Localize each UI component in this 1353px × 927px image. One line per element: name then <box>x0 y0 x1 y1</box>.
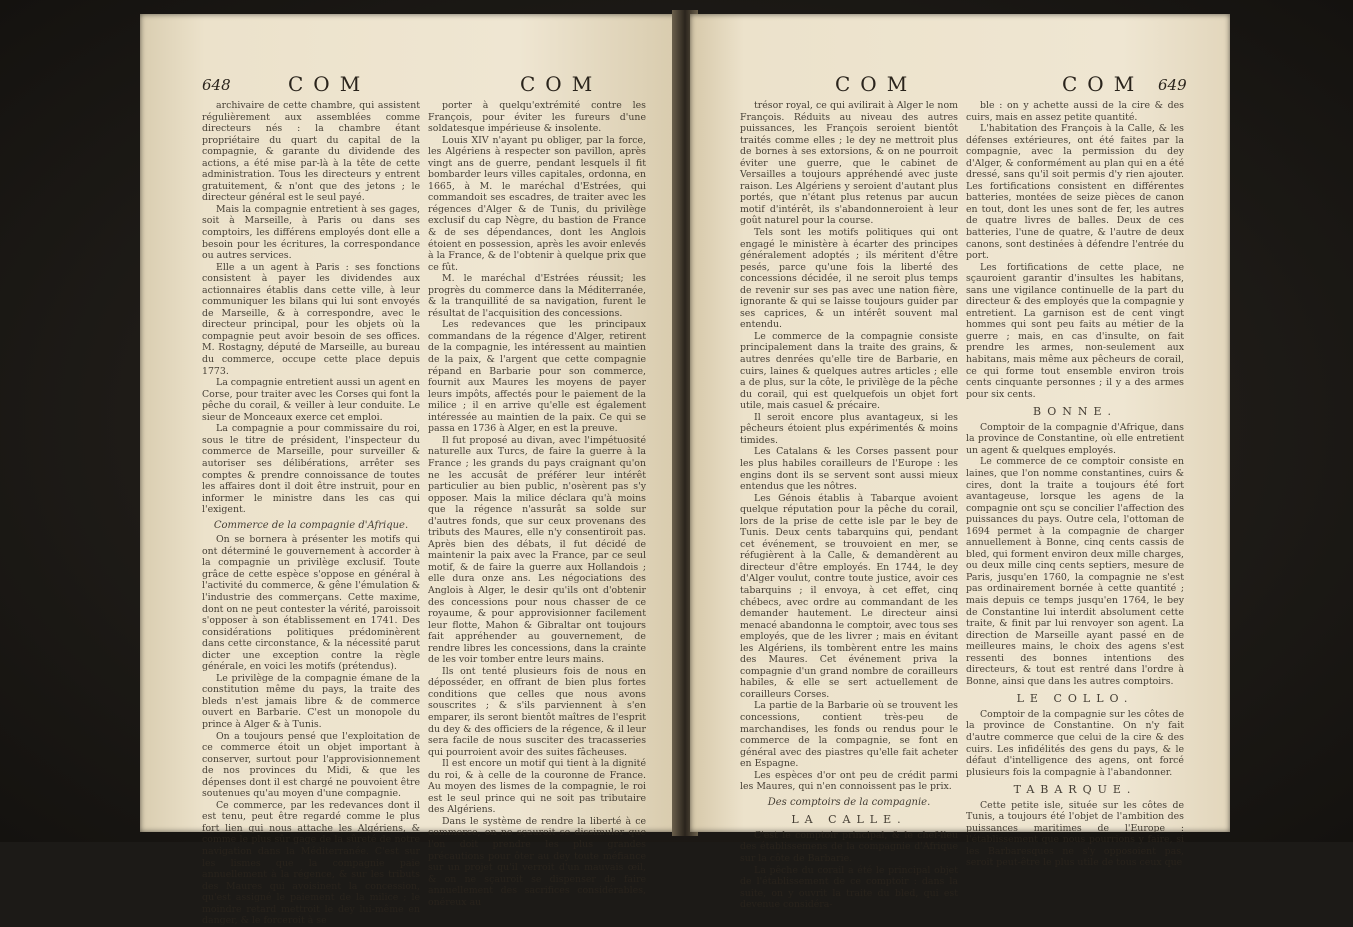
text-column <box>202 100 421 927</box>
page-number: 648 <box>202 76 231 94</box>
paragraph: Louis XIV n'ayant pu obliger, par la force, les Algériens à respecter son pavillon, après vingt ans de guerre, pendant lesquels il fit bombarder leurs villes capitales, ordonna, en 1665, à M. le maréchal d'Estrées, qui commandoit ses escadres, de traiter avec les régences d'Alger & de Tunis, du privilège exclusif du cap Nègre, du bastion de France & de ses dépendances, dont les Anglois étoient en possession, après les avoir enlevés à la France, & de l'obtenir à quelque prix que ce fût. <box>428 134 646 273</box>
paragraph: Il est encore un motif qui tient à la dignité du roi, & à celle de la couronne de France. Au moyen des lismes de la compagnie, le roi est le seul prince qui ne soit pas tributaire des Algériens. <box>428 758 646 816</box>
paragraph: Comptoir de la compagnie sur les côtes de la province de Constantine. On n'y fait d'autre commerce que celui de la cire & des cuirs. Les infidélités des gens du pays, & le défaut d'intelligence des agens, ont forcé plusieurs fois la compagnie à l'abandonner. <box>966 708 1184 778</box>
text-column <box>966 100 1184 869</box>
paragraph: Les espèces d'or ont peu de crédit parmi les Maures, qui n'en connoissent pas le prix. <box>740 769 958 793</box>
paragraph: La compagnie entretient aussi un agent en Corse, pour traiter avec les Corses qui font la pêche du corail, & veiller à leur conduite. Le sieur de Monceaux exerce cet emploi. <box>202 377 421 423</box>
paragraph: La compagnie a pour commissaire du roi, sous le titre de président, l'inspecteur du commerce de Marseille, pour surveiller & autoriser ses délibérations, arrêter ses comptes & prendre connoissance de toutes les affaires dont il doit être instruit, pour en informer le ministre dans les cas qui l'exigent. <box>202 423 420 516</box>
paragraph: porter à quelqu'extrémité contre les François, pour éviter les fureurs d'une soldatesque impérieuse & insolente. <box>428 100 646 135</box>
paragraph: C'est le comptoir principal, & le chef-lieu des établissemens de la compagnie d'Afrique sur la côte de Barbarie. <box>740 829 958 864</box>
paragraph: La partie de la Barbarie où se trouvent les concessions, contient très-peu de marchandises, les fonds ou rendus pour le commerce de la compagnie, se font en général avec des piastres qu'elle fait acheter en Espagne. <box>740 700 958 770</box>
text-column <box>740 100 958 911</box>
paragraph: Il fut proposé au divan, avec l'impétuosité naturelle aux Turcs, de faire la guerre à la France ; les grands du pays craignant qu'on ne les accusât de préférer leur intérêt particulier au bien public, n'osèrent pas s'y opposer. Mais la milice déclara qu'à moins que la régence n'assurât sa solde sur d'autres fonds, que sur ceux provenans des tributs des Maures, elle n'y consentiroit pas. Après bien des débats, il fut décidé de maintenir la paix avec la France, par ce seul motif, & de faire la guerre aux Hollandois ; elle dura onze ans. Les négociations des Anglois à Alger, le desir qu'ils ont d'obtenir des concessions pour nous chasser de ce royaume, & pour approvisionner facilement leur flotte, Mahon & Gibraltar ont toujours fait appréhender au gouvernement, de rendre libres les concessions, dans la crainte de les voir tomber entre leurs mains. <box>428 434 646 666</box>
section-heading: TABARQUE. <box>1013 783 1137 797</box>
running-head: COM <box>520 72 603 96</box>
running-head: COM <box>288 72 371 96</box>
section-heading: Commerce de la compagnie d'Afrique. <box>213 519 409 531</box>
paragraph: trésor royal, ce qui avilirait à Alger le nom François. Réduits au niveau des autres puissances, les François seroient bientôt traités comme elles ; le dey ne mettroit plus de bornes à ses extorsions, & on ne pourroit éviter une guerre, que le cabinet de Versailles a toujours appréhendé avec juste raison. Les Algériens y seroient d'autant plus portés, que n'étant plus retenus par aucun motif d'intérêt, ils s'abandonneroient à leur goût naturel pour la course. <box>740 100 958 227</box>
paragraph: Le commerce de ce comptoir consiste en laines, que l'on nomme constantines, cuirs & cires, dont la traite a toujours été fort avantageuse, lorsque les agens de la compagnie ont sçu se concilier l'affection des puissances du pays. Outre cela, l'ottoman de 1694 permet à la compagnie de charger annuellement à Bonne, cinq cents cassis de bled, qui forment environ deux mille charges, ou deux mille cinq cents septiers, mesure de Paris, jusqu'en 1760, la compagnie ne s'est pas ordinairement bornée à cette quantité ; mais depuis ce temps jusqu'en 1764, le bey de Constantine lui interdit absolument cette traite, & finit par lui renvoyer son agent. La direction de Marseille ayant passé en de meilleures mains, le choix des agens s'est ressenti des bonnes intentions des directeurs, & tout est rentré dans l'ordre à Bonne, ainsi que dans les autres comptoirs. <box>966 456 1184 687</box>
paragraph: Le commerce de la compagnie consiste principalement dans la traite des grains, & autres denrées qu'elle tire de Barbarie, en cuirs, laines & quelques autres articles ; elle a de plus, sur la côte, le privilège de la pêche du corail, qui est quelquefois un objet fort utile, mais casuel & précaire. <box>740 330 958 412</box>
section-heading: LE COLLO. <box>1016 692 1134 706</box>
paragraph: Ils ont tenté plusieurs fois de nous en déposséder, en offrant de bien plus fortes conditions que celles que nous avons souscrites ; & s'ils parviennent à s'en emparer, ils seront bientôt maîtres de l'esprit du dey & des officiers de la régence, & il leur sera facile de nous susciter des tracasseries qui pourroient avoir des suites fâcheuses. <box>428 665 646 758</box>
paragraph: Dans le système de rendre la liberté à ce commerce, on ne sçauroit se dissimuler que l'on doit prendre les plus grandes précautions pour ôter au dey toute méfiance sur un projet qu'il verroit d'un mauvais œil, & on ne sçauroit se dispenser de faire annuellement des sacrifices considérables, onéreux au <box>428 815 646 908</box>
paragraph: Les fortifications de cette place, ne sçauroient garantir d'insultes les habitans, sans une vigilance continuelle de la part du directeur & des employés que la compagnie y entretient. La garnison est de cent vingt hommes qui sont peu faits au métier de la guerre ; mais, en cas d'insulte, on fait prendre les armes, non-seulement aux habitans, mais même aux pêcheurs de corail, ce qui forme tout ensemble environ trois cents cinquante personnes ; il y a des armes pour six cents. <box>966 261 1184 400</box>
right-page <box>690 14 1230 911</box>
paragraph: archivaire de cette chambre, qui assistent régulièrement aux assemblées comme directeurs nés : la chambre étant propriétaire du quart du capital de la compagnie, & garante du dividende des actions, a été mise par-là à la tête de cette administration. Tous les directeurs y entrent gratuitement, & n'ont que des jetons ; le directeur général est le seul payé. <box>202 100 420 204</box>
running-head: COM <box>1062 72 1145 96</box>
paragraph: M. le maréchal d'Estrées réussit; les progrès du commerce dans la Méditerranée, & la tranquillité de sa navigation, furent le résultat de l'acquisition des concessions. <box>428 273 646 319</box>
paragraph: Mais la compagnie entretient à ses gages, soit à Marseille, à Paris ou dans ses comptoirs, les différens employés dont elle a besoin pour les écritures, la correspondance ou autres services. <box>202 203 420 262</box>
section-heading: BONNE. <box>1032 405 1118 419</box>
section-heading: LA CALLE. <box>791 813 907 827</box>
paragraph: Comptoir de la compagnie d'Afrique, dans la province de Constantine, où elle entretient un agent & quelques employés. <box>966 421 1184 456</box>
paragraph: La pêche du corail a été le principal objet de l'établissement de ce comptoir : dans la suite, on y ouvrit la traite du bled, qui est devenue considéra- <box>740 864 958 911</box>
paragraph: Les Catalans & les Corses passent pour les plus habiles corailleurs de l'Europe : les engins dont ils se servent sont aussi mieux entendus que les nôtres. <box>740 446 958 493</box>
running-head: COM <box>835 72 918 96</box>
paragraph: Les Génois établis à Tabarque avoient quelque réputation pour la pêche du corail, lors de la prise de cette isle par le bey de Tunis. Deux cents tabarquins qui, pendant cet événement, se trouvoient en mer, se réfugièrent à la Calle, & demandèrent au directeur d'être employés. En 1744, le dey d'Alger voulut, contre toute justice, avoir ces tabarquins ; il envoya, à cet effet, cinq chébecs, avec ordre au commandant de les demander hautement. Le directeur ainsi menacé abandonna le comptoir, avec tous ses employés, que de les livrer ; mais en évitant les Algériens, ils tombèrent entre les mains des Maures. Cet événement priva la compagnie d'un grand nombre de corailleurs habiles, & elle se sert actuellement de corailleurs Corses. <box>740 492 958 700</box>
paragraph: Le privilège de la compagnie émane de la constitution même du pays, la traite des bleds n'est jamais libre & de commerce ouvert en Barbarie. C'est un monopole du prince à Alger & à Tunis. <box>202 672 420 730</box>
paragraph: Ce commerce, par les redevances dont il est tenu, peut être regardé comme le plus fort lien qui nous attache les Algériens, & comme le plus sûr gage de la sûreté de notre navigation dans la Méditerranée. C'est sur les lismes que la compagnie paie annuellement à la régence, & sur les tributs des Maures qui avoisinent la concession, qu'est assigné le paiement de la milice ; le moindre retard mettroit le dey lui-même en danger, & le forceroit à se <box>202 799 420 927</box>
paragraph: L'habitation des François à la Calle, & les défenses extérieures, ont été faites par la compagnie, avec la permission du dey d'Alger, & conformément au plan qui en a été dressé, sans qu'il soit permis d'y rien ajouter. Les fortifications consistent en différentes batteries, montées de seize pièces de canon en tout, dont les unes sont de fer, les autres de quatre livres de balles. Deux de ces batteries, l'une de quatre, & l'autre de deux canons, sont destinées à défendre l'entrée du port. <box>966 123 1184 262</box>
text-column <box>428 100 646 908</box>
paragraph: ble : on y achette aussi de la cire & des cuirs, mais en assez petite quantité. <box>966 100 1184 123</box>
paragraph: Elle a un agent à Paris : ses fonctions consistent à payer les dividendes aux actionnaires établis dans cette ville, à leur communiquer les bilans qui lui sont envoyés de Marseille, & à correspondre, avec le directeur principal, pour les objets où la compagnie peut avoir besoin de ses offices. M. Rostagny, député de Marseille, au bureau du commerce, occupe cette place depuis 1773. <box>202 261 420 377</box>
paragraph: Tels sont les motifs politiques qui ont engagé le ministère à écarter des principes généralement adoptés ; ils méritent d'être pesés, parce qu'une fois la liberté des concessions décidée, il ne seroit plus temps de revenir sur ses pas avec une nation fière, ignorante & qui se laisse toujours guider par ses caprices, & un intérêt souvent mal entendu. <box>740 227 958 331</box>
paragraph: On se bornera à présenter les motifs qui ont déterminé le gouvernement à accorder à la compagnie un privilège exclusif. Toute grâce de cette espèce s'oppose en général à l'activité du commerce, & gêne l'émulation & l'industrie des commerçans. Cette maxime, dont on ne peut contester la vérité, paroissoit s'opposer à son établissement en 1741. Des considérations politiques prédominèrent dans cette circonstance, & la nécessité parut dicter une exception contre la règle générale, en voici les motifs (prétendus). <box>202 534 420 673</box>
paragraph: Cette petite isle, située sur les côtes de Tunis, a toujours été l'objet de l'ambition des puissances maritimes de l'Europe : l'établissement que nous pourrions y faire, si les Barbaresques ne s'y opposoient pas, seroit peut-être le plus utile de tous ceux que <box>966 799 1184 869</box>
paragraph: On a toujours pensé que l'exploitation de ce commerce étoit un objet important à conserver, surtout pour l'approvisionnement de nos provinces du Midi, & que les dépenses dont il est chargé ne pouvoient être soutenues qu'au moyen d'une compagnie. <box>202 730 420 800</box>
paragraph: Les redevances que les principaux commandans de la régence d'Alger, retirent de la compagnie, les intéressent au maintien de la paix, & l'argent que cette compagnie répand en Barbarie pour son commerce, fournit aux Maures les moyens de payer leurs impôts, affectés pour le paiement de la milice ; il en arrive qu'elle est également intéressée au maintien de la paix. Ce qui se passa en 1736 à Alger, en est la preuve. <box>428 319 646 435</box>
section-heading: Des comptoirs de la compagnie. <box>767 796 931 808</box>
left-page <box>140 14 680 927</box>
page-number: 649 <box>1158 76 1187 94</box>
paragraph: Il seroit encore plus avantageux, si les pêcheurs étoient plus expérimentés & moins timides. <box>740 411 958 446</box>
